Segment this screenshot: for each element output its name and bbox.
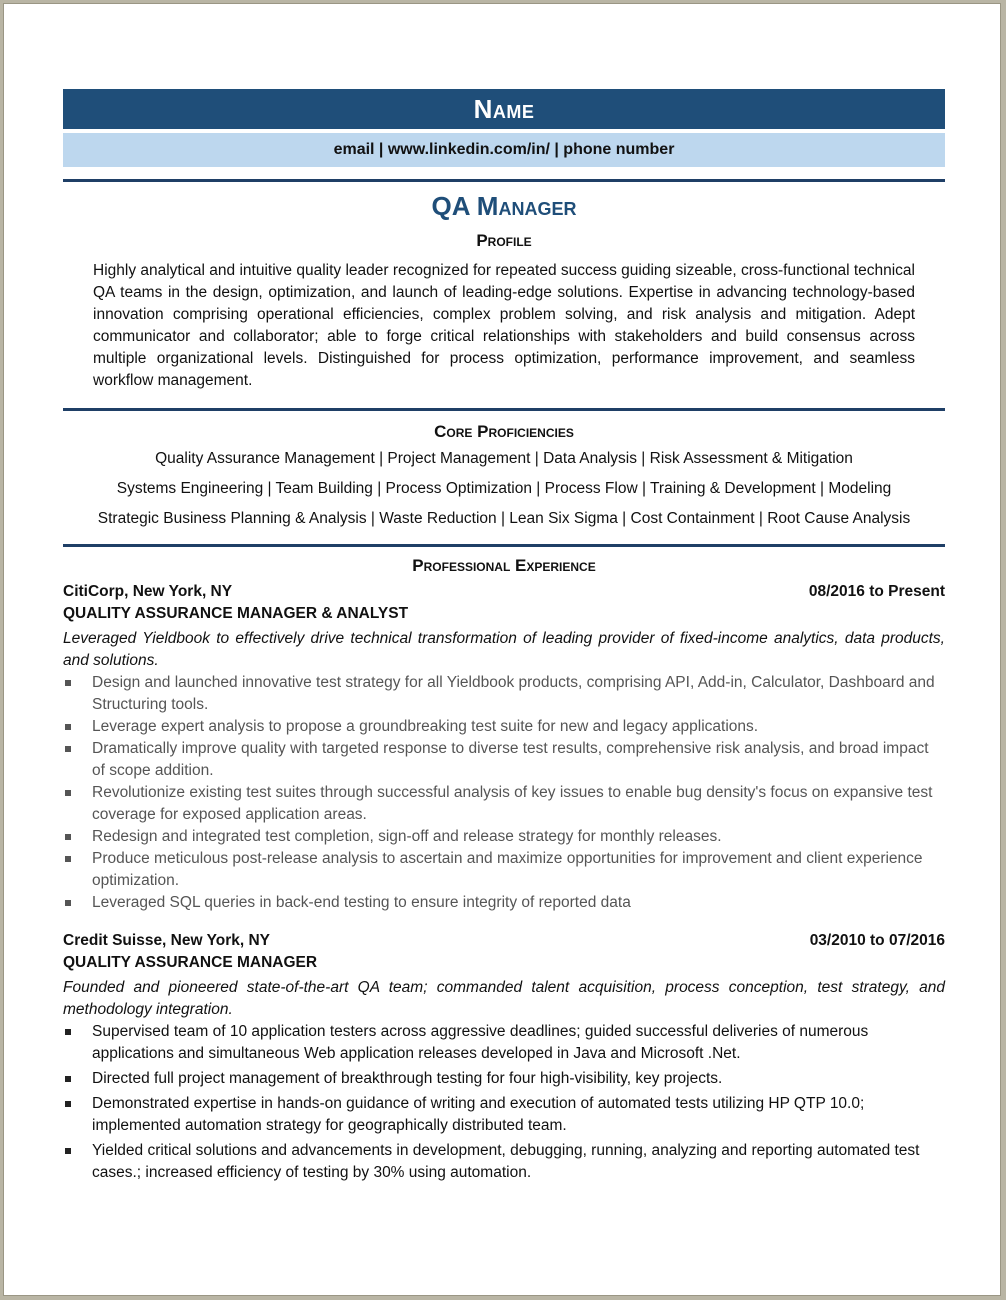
profile-heading: Profile bbox=[476, 231, 532, 250]
job-summary: Founded and pioneered state-of-the-art QA team; commanded talent acquisition, process conception, test strategy, and methodology integration. bbox=[63, 979, 945, 1018]
list-item: Leverage expert analysis to propose a groundbreaking test suite for new and legacy applications. bbox=[63, 716, 945, 738]
candidate-name: Name bbox=[473, 93, 535, 124]
contact-banner bbox=[63, 133, 945, 167]
job-header bbox=[63, 930, 945, 952]
role-title: QUALITY ASSURANCE MANAGER bbox=[63, 954, 318, 971]
square-bullet-icon bbox=[65, 724, 71, 730]
list-item: Revolutionize existing test suites through successful analysis of key issues to enable bug density's focus on expansive test coverage for exposed application areas. bbox=[63, 782, 945, 826]
job-summary: Leveraged Yieldbook to effectively drive technical transformation of leading provider of fixed-income analytics, data products, and solutions. bbox=[63, 630, 945, 669]
achievement-list bbox=[63, 672, 945, 914]
job-header bbox=[63, 581, 945, 603]
job-entry bbox=[63, 930, 945, 1184]
contact-info: email | www.linkedin.com/in/ | phone number bbox=[333, 141, 675, 158]
divider bbox=[63, 408, 945, 411]
divider bbox=[63, 179, 945, 182]
list-item: Demonstrated expertise in hands-on guidance of writing and execution of automated tests utilizing HP QTP 10.0; implemented automation strategy for geographically distributed team. bbox=[63, 1093, 945, 1137]
list-item: Supervised team of 10 application testers across aggressive deadlines; guided successful deliveries of numerous applications and simultaneous Web application releases developed in Java and Microsoft .Net. bbox=[63, 1021, 945, 1065]
job-entry bbox=[63, 581, 945, 914]
square-bullet-icon bbox=[65, 1101, 71, 1107]
profile-text: Highly analytical and intuitive quality leader recognized for repeated success guiding sizeable, cross-functional technical QA teams in the design, optimization, and launch of leading-edge solutions. Expertise in advancing technology-based innovation comprising operational efficiencies, complex problem solving, and risk analysis and mitigation. Adept communicator and collaborator; able to forge critical relationships with stakeholders and build consensus across multiple organizational levels. Distinguished for process optimization, performance improvement, and seamless workflow management. bbox=[93, 262, 915, 389]
list-item: Leveraged SQL queries in back-end testing to ensure integrity of reported data bbox=[63, 892, 945, 914]
proficiency-line: Strategic Business Planning & Analysis | Waste Reduction | Lean Six Sigma | Cost Containment | Root Cause Analysis bbox=[97, 510, 911, 527]
list-item: Yielded critical solutions and advancements in development, debugging, running, analyzing and reporting automated test cases.; increased efficiency of testing by 30% using automation. bbox=[63, 1140, 945, 1184]
square-bullet-icon bbox=[65, 1148, 71, 1154]
achievement-list bbox=[63, 1021, 945, 1184]
resume-page bbox=[3, 3, 1001, 1296]
square-bullet-icon bbox=[65, 1076, 71, 1082]
company-name: CitiCorp, New York, NY bbox=[63, 583, 233, 600]
proficiencies-list bbox=[63, 444, 945, 534]
resume-content bbox=[63, 89, 945, 1187]
square-bullet-icon bbox=[65, 790, 71, 796]
proficiencies-heading: Core Proficiencies bbox=[434, 422, 574, 441]
list-item: Directed full project management of breakthrough testing for four high-visibility, key projects. bbox=[63, 1068, 945, 1090]
square-bullet-icon bbox=[65, 680, 71, 686]
list-item: Design and launched innovative test strategy for all Yieldbook products, comprising API, Add-in, Calculator, Dashboard and Structuring tools. bbox=[63, 672, 945, 716]
name-banner bbox=[63, 89, 945, 129]
proficiency-line: Systems Engineering | Team Building | Process Optimization | Process Flow | Training & Development | Modeling bbox=[116, 480, 892, 497]
square-bullet-icon bbox=[65, 900, 71, 906]
list-item: Redesign and integrated test completion, sign-off and release strategy for monthly releases. bbox=[63, 826, 945, 848]
list-item: Dramatically improve quality with targeted response to diverse test results, comprehensive risk analysis, and broad impact of scope addition. bbox=[63, 738, 945, 782]
list-item: Produce meticulous post-release analysis to ascertain and maximize opportunities for improvement and client experience optimization. bbox=[63, 848, 945, 892]
company-name: Credit Suisse, New York, NY bbox=[63, 932, 271, 949]
proficiency-line: Quality Assurance Management | Project Management | Data Analysis | Risk Assessment & Mitigation bbox=[155, 450, 853, 467]
role-title: QUALITY ASSURANCE MANAGER & ANALYST bbox=[63, 605, 409, 622]
job-title: QA Manager bbox=[431, 191, 577, 221]
square-bullet-icon bbox=[65, 746, 71, 752]
job-dates: 08/2016 to Present bbox=[808, 583, 945, 600]
divider bbox=[63, 544, 945, 547]
square-bullet-icon bbox=[65, 834, 71, 840]
job-dates: 03/2010 to 07/2016 bbox=[809, 932, 945, 949]
experience-heading: Professional Experience bbox=[412, 556, 596, 575]
square-bullet-icon bbox=[65, 1029, 71, 1035]
square-bullet-icon bbox=[65, 856, 71, 862]
